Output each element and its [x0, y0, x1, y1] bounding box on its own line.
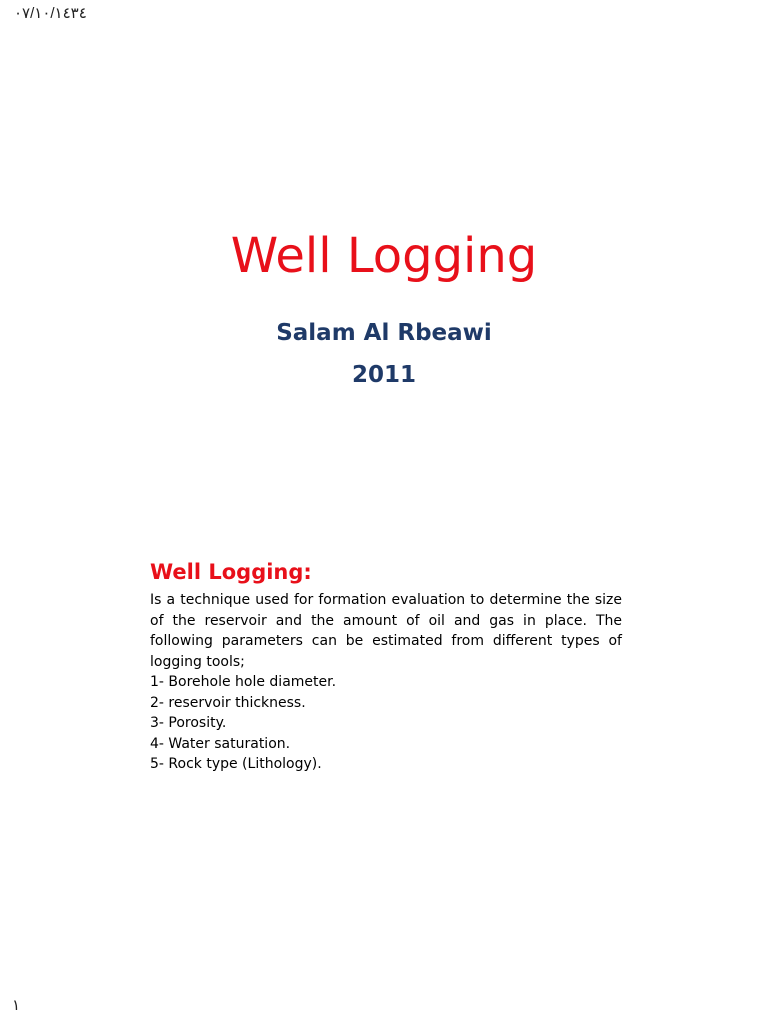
section-paragraph: Is a technique used for formation evaluation to determine the size of the reservoir and the amount of oil and gas in place. The following parameters can be estimated from different types of logging tools;: [150, 592, 622, 670]
author-name: Salam Al Rbeawi: [276, 320, 492, 346]
page-number: ١: [12, 997, 21, 1014]
publication-year: 2011: [351, 362, 416, 388]
list-item: 5- Rock type (Lithology).: [150, 756, 322, 772]
page-title: Well Logging: [230, 228, 538, 284]
section-heading: Well Logging:: [150, 560, 312, 584]
list-item: 2- reservoir thickness.: [150, 694, 306, 711]
list-item: 1- Borehole hole diameter.: [150, 674, 337, 690]
list-item: 3- Porosity.: [150, 715, 227, 731]
list-item: 4- Water saturation.: [150, 735, 291, 752]
page-date: ٠٧/١٠/١٤٣٤: [14, 5, 87, 22]
parameter-list: [150, 672, 622, 775]
content-section: [150, 560, 622, 775]
